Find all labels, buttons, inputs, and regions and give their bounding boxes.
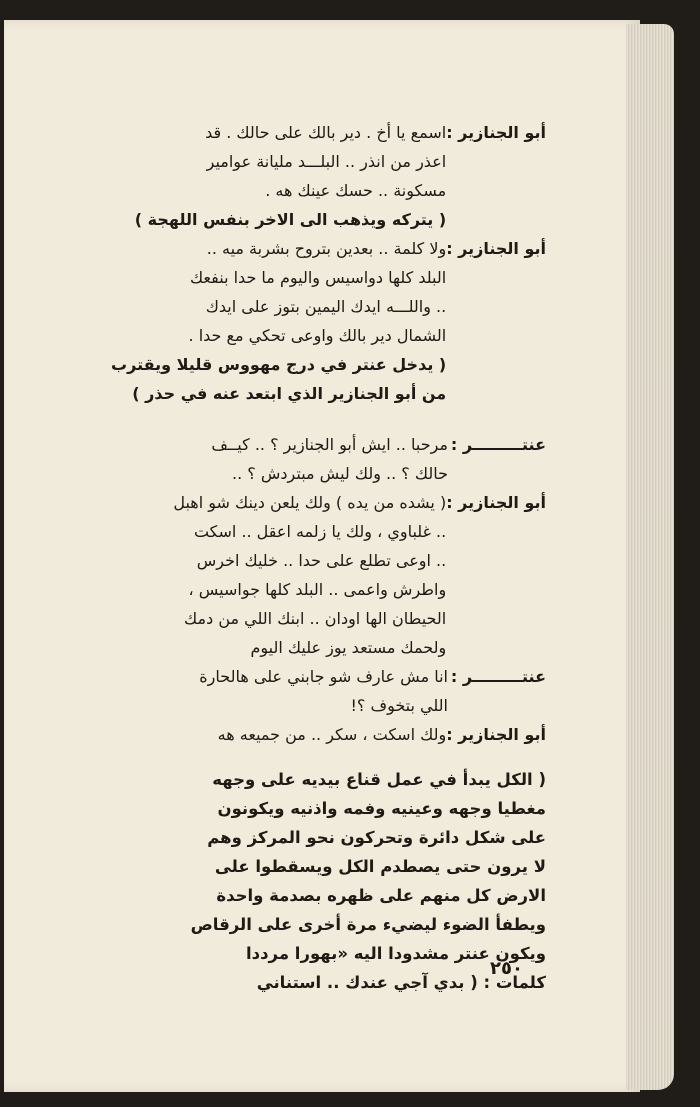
speech-line: اللي بتخوف ؟!: [350, 696, 448, 715]
stage-direction-line: على شكل دائرة وتحركون نحو المركز وهم: [207, 828, 546, 847]
speech-line: اسمع يا أخ . دير بالك على حالك . قد: [205, 123, 447, 142]
stage-direction-line: ويطفأ الضوء ليضيء مرة أخرى على الرقاص: [190, 915, 546, 934]
speech-line: واطرش واعمى .. البلد كلها جواسيس ،: [188, 580, 447, 599]
spacer: [66, 408, 546, 430]
speech-line: الشمال دير بالك واوعى تحكي مع حدا .: [188, 326, 447, 345]
speech-line: ولك اسكت ، سكر .. من جميعه هه: [217, 725, 447, 744]
speech: [199, 662, 448, 720]
speech: [211, 430, 448, 488]
speech-line: انا مش عارف شو جابني على هالحارة: [199, 667, 448, 686]
dialogue-entry: [66, 234, 546, 408]
stage-direction-line: ( الكل يبدأ في عمل قناع بيديه على وجهه: [212, 770, 546, 789]
speech-line: .. غلباوي ، ولك يا زلمه اعقل .. اسكت: [193, 522, 447, 541]
speech: [135, 118, 446, 234]
page-text: [66, 118, 546, 997]
speaker-name: عنتـــــــــر :: [450, 667, 546, 686]
dialogue-entry: [66, 430, 546, 488]
speech-line: ولا كلمة .. بعدين بتروح بشربة ميه ..: [206, 239, 447, 258]
speech-line: ولحمك مستعد يوز عليك اليوم: [250, 638, 447, 657]
stage-direction-line: ويكون عنتر مشدودا اليه «بهورا مرددا: [245, 944, 546, 963]
stage-direction-line: الارض كل منهم على ظهره بصدمة واحدة: [216, 886, 546, 905]
stage-direction-line: مغطيا وجهه وعينيه وفمه واذنيه ويكونون: [217, 799, 546, 818]
stage-direction-line: لا يرون حتى يصطدم الكل ويسقطوا على: [214, 857, 546, 876]
page-edges: [626, 24, 674, 1090]
speech: [173, 488, 446, 662]
speech-line: البلد كلها دواسيس واليوم ما حدا بنفعك: [189, 268, 447, 287]
speech-line: حالك ؟ .. ولك ليش مبتردش ؟ ..: [232, 464, 448, 483]
closing-stage-direction: [66, 765, 546, 997]
dialogue-entry: [66, 118, 546, 234]
stage-direction: من أبو الجنازير الذي ابتعد عنه في حذر ): [132, 384, 447, 403]
speech-line: مرحبا .. ايش أبو الجنازير ؟ .. كيــف: [211, 435, 448, 454]
dialogue-entry: [66, 662, 546, 720]
page-number: ٢٥٠: [490, 958, 523, 979]
stage-direction-line: كلمات : ( بدي آجي عندك .. استناني: [256, 973, 546, 992]
speaker-name: أبو الجنازير :: [446, 493, 546, 512]
speaker-name: عنتـــــــــر :: [450, 435, 546, 454]
speech-line: .. واللـــه ايدك اليمين بتوز على ايدك: [205, 297, 447, 316]
speech-line: مسكونة .. حسك عينك هه .: [265, 181, 447, 200]
speech-line: الحيطان الها اودان .. ابنك اللي من دمك: [184, 609, 447, 628]
speech-line: .. اوعى تطلع على حدا .. خليك اخرس: [196, 551, 447, 570]
speech: [218, 720, 447, 749]
speech-line: ( يشده من يده ) ولك يلعن دينك شو اهبل: [173, 493, 447, 512]
dialogue-entry: [66, 488, 546, 662]
speaker-name: أبو الجنازير :: [446, 239, 546, 258]
speaker-name: أبو الجنازير :: [446, 725, 546, 744]
speaker-name: أبو الجنازير :: [446, 123, 546, 142]
speech: [111, 234, 446, 408]
speech-line: اعذر من انذر .. البلـــد مليانة عوامير: [206, 152, 447, 171]
dialogue-entry: [66, 720, 546, 749]
stage-direction: ( يتركه ويذهب الى الاخر بنفس اللهجة ): [134, 210, 447, 229]
stage-direction: ( يدخل عنتر في درج مهووس قليلا ويقترب: [111, 355, 447, 374]
